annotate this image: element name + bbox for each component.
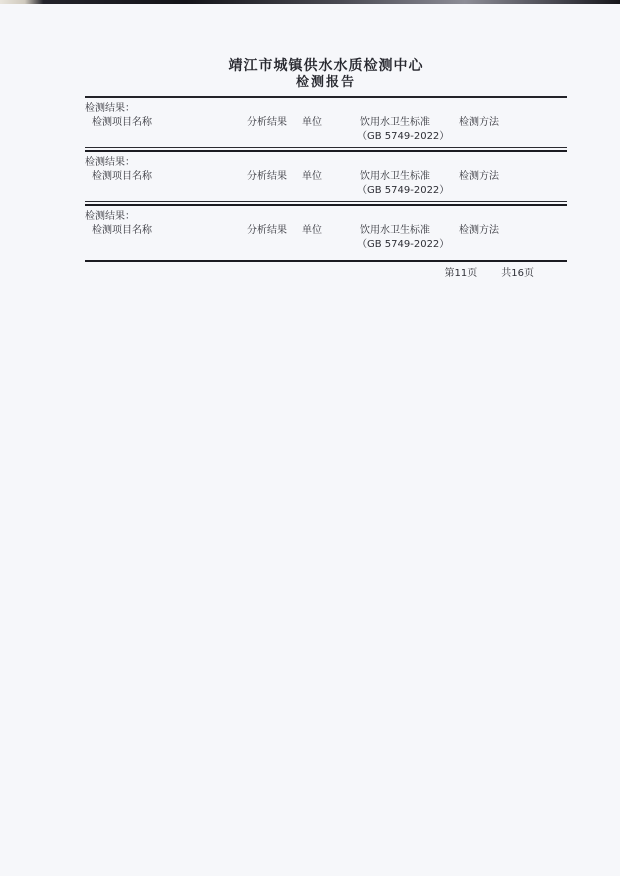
column-header-result: 分析结果 xyxy=(247,117,287,128)
section-divider xyxy=(85,147,567,152)
results-table-header xyxy=(85,224,567,238)
results-label: 检测结果： xyxy=(85,103,135,114)
report-section xyxy=(85,102,567,152)
column-header-standard: 饮用水卫生标准 xyxy=(360,171,430,182)
column-header-standard: 饮用水卫生标准 xyxy=(360,225,430,236)
sections-container xyxy=(85,102,567,262)
column-header-method: 检测方法 xyxy=(459,171,499,182)
page-number: 第11页 xyxy=(444,268,478,279)
column-header-standard: 饮用水卫生标准 xyxy=(360,117,430,128)
column-header-result: 分析结果 xyxy=(247,171,287,182)
column-header-item: 检测项目名称 xyxy=(92,117,152,128)
standard-note: （GB 5749-2022） xyxy=(357,239,450,250)
section-divider xyxy=(85,201,567,206)
page-title: 靖江市城镇供水水质检测中心 xyxy=(228,58,424,74)
results-label: 检测结果： xyxy=(85,211,135,222)
report-section xyxy=(85,210,567,262)
section-divider xyxy=(85,260,567,262)
column-header-item: 检测项目名称 xyxy=(92,225,152,236)
page-total: 共16页 xyxy=(501,268,534,279)
standard-note-row xyxy=(85,238,567,252)
page-footer xyxy=(85,267,567,281)
column-header-method: 检测方法 xyxy=(459,117,499,128)
column-header-unit: 单位 xyxy=(302,171,322,182)
results-table-header xyxy=(85,116,567,130)
column-header-unit: 单位 xyxy=(302,117,322,128)
report-section xyxy=(85,156,567,206)
standard-note-row xyxy=(85,184,567,198)
column-header-item: 检测项目名称 xyxy=(92,171,152,182)
standard-note: （GB 5749-2022） xyxy=(357,185,450,196)
column-header-unit: 单位 xyxy=(302,225,322,236)
column-header-result: 分析结果 xyxy=(247,225,287,236)
column-header-method: 检测方法 xyxy=(459,225,499,236)
header-divider xyxy=(85,96,567,98)
standard-note: （GB 5749-2022） xyxy=(357,131,450,142)
report-page xyxy=(85,0,567,281)
standard-note-row xyxy=(85,130,567,144)
results-label: 检测结果： xyxy=(85,157,135,168)
report-subtitle: 检测报告 xyxy=(295,75,356,90)
results-table-header xyxy=(85,170,567,184)
